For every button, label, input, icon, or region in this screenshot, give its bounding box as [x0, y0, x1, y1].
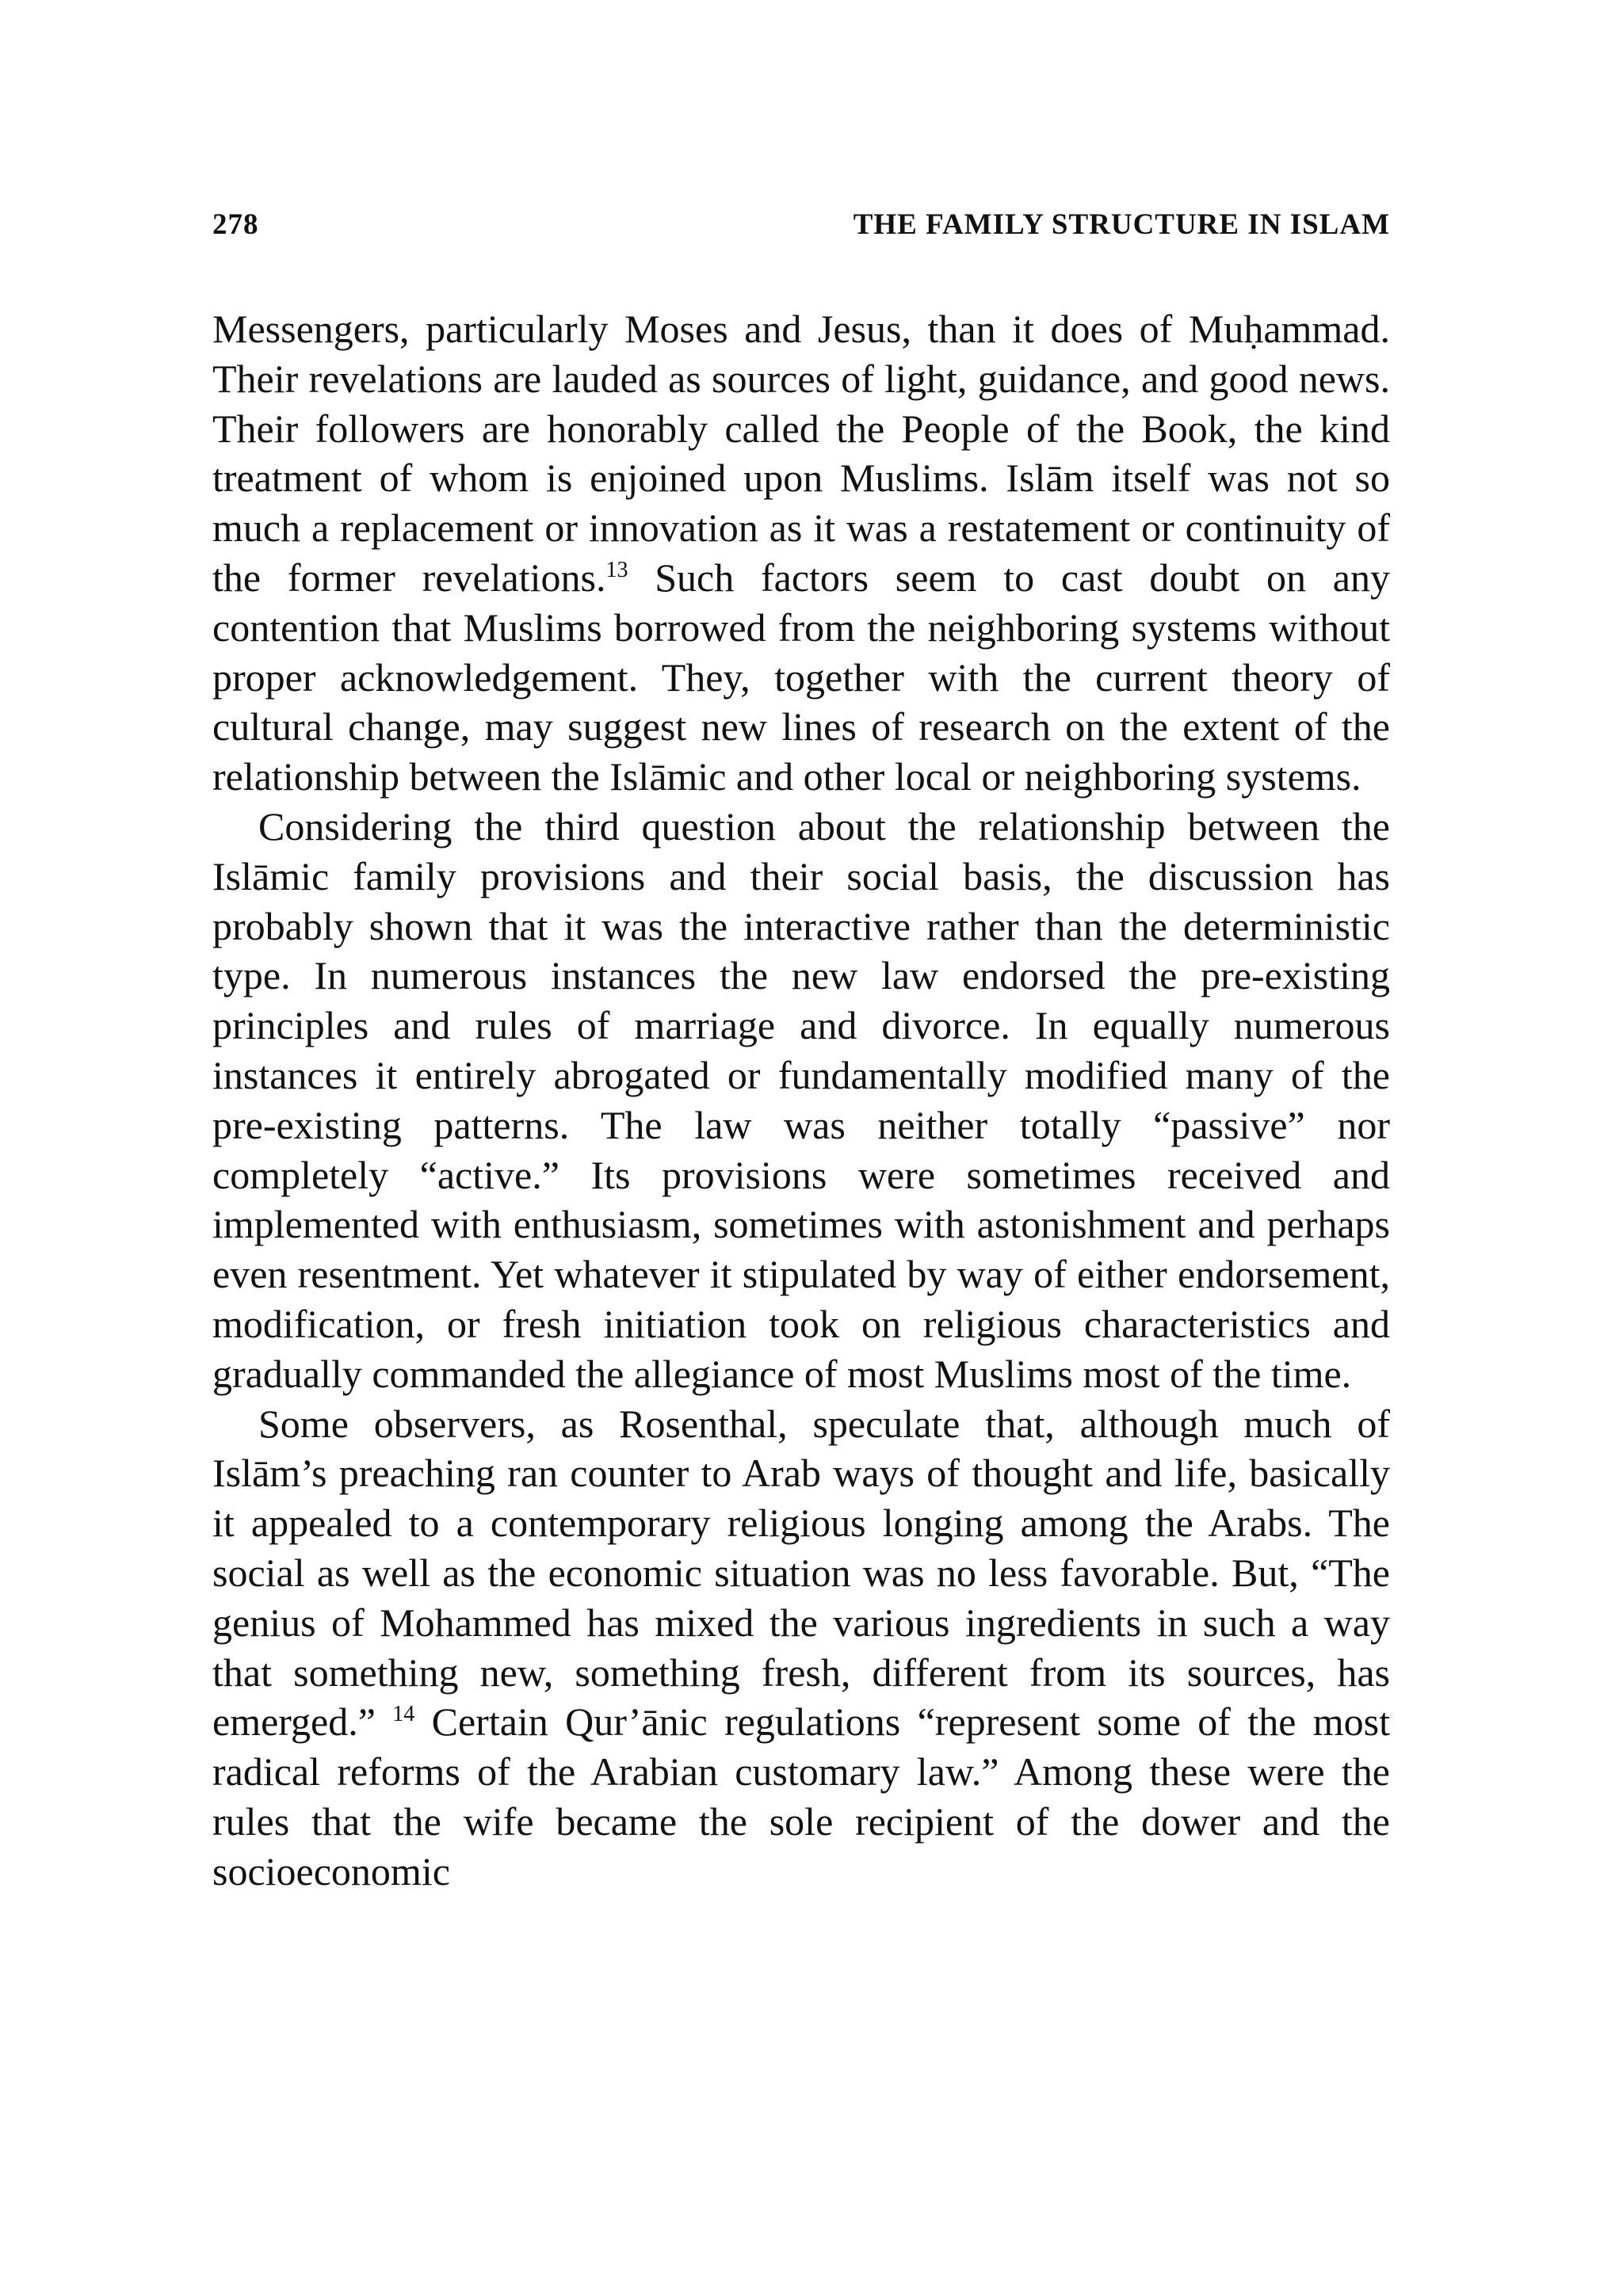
paragraph-3-text-b: Certain Qur’ānic regulations “represent some of the most radical reforms of the Arabian customary law.” Among these were the rules that the wife became the sole recipient of the dower and the socioeconomic: [212, 1699, 1390, 1894]
paragraph-1-text-b: Such factors seem to cast doubt on any contention that Muslims borrowed from the neighboring systems without proper acknowledgement. They, together with the current theory of cultural change, may suggest new lines of research on the extent of the relationship between the Islāmic and other local or neighboring systems.: [212, 555, 1391, 799]
running-title: THE FAMILY STRUCTURE IN ISLAM: [853, 208, 1390, 241]
paragraph-1: [212, 304, 1390, 802]
paragraph-1-text-a: Messengers, particularly Moses and Jesus, than it does of Muḥammad. Their revelations are lauded as sources of light, guidance, and good news. Their followers are honorably called the People of the Book, the kind treatment of whom is enjoined upon Muslims. Islām itself was not so much a replacement or innovation as it was a restatement or continuity of the former revelations.: [212, 307, 1390, 600]
page-number: 278: [212, 208, 259, 241]
footnote-ref-13: 13: [605, 557, 628, 582]
footnote-ref-14: 14: [392, 1702, 415, 1727]
running-head: [212, 208, 1390, 255]
paragraph-3: [212, 1399, 1390, 1897]
paragraph-3-text-a: Some observers, as Rosenthal, speculate that, although much of Islām’s preaching ran counter to Arab ways of thought and life, basically it appealed to a contemporary religious longing among the Arabs. The social as well as the economic situation was no less favorable. But, “The genius of Mohammed has mixed the various ingredients in such a way that something new, something fresh, different from its sources, has emerged.”: [212, 1401, 1390, 1745]
paragraph-2: Considering the third question about the relationship between the Islāmic family provisions and their social basis, the discussion has probably shown that it was the interactive rather than the deterministic type. In numerous instances the new law endorsed the pre-existing principles and rules of marriage and divorce. In equally numerous instances it entirely abrogated or fundamentally modified many of the pre-existing patterns. The law was neither totally “passive” nor completely “active.” Its provisions were sometimes received and implemented with enthusiasm, sometimes with astonishment and perhaps even resentment. Yet whatever it stipulated by way of either endorsement, modification, or fresh initiation took on religious characteristics and gradually commanded the allegiance of most Muslims most of the time.: [212, 803, 1390, 1396]
body-text: [212, 304, 1390, 1897]
